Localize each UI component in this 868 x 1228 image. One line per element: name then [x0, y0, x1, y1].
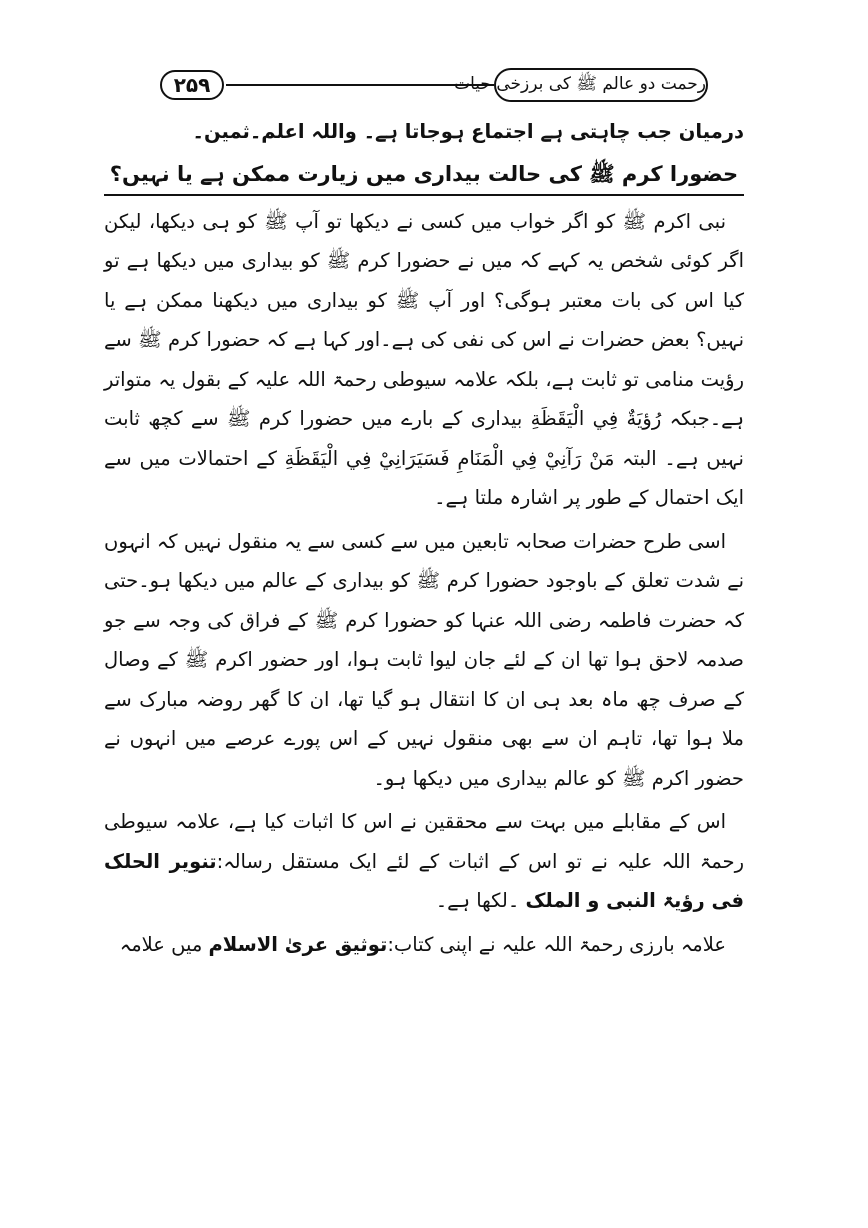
- page-number: ۲۵۹: [160, 70, 224, 100]
- paragraph-1: نبی اکرم ﷺ کو اگر خواب میں کسی نے دیکھا تو آپ ﷺ کو ہی دیکھا، لیکن اگر کوئی شخص یہ کہے کہ میں نے حضورا کرم ﷺ کو بیداری میں دیکھا ہے تو کیا اس کی بات معتبر ہوگی؟ اور آپ ﷺ کو بیداری میں دیکھنا ممکن ہے یا نہیں؟ بعض حضرات نے اس کی نفی کی ہے۔اور کہا ہے کہ حضورا کرم ﷺ سے رؤیت منامی تو ثابت ہے، بلکہ علامہ سیوطی رحمۃ اللہ علیہ کے بقول یہ متواتر ہے۔جبکہ رُؤيَةٌ فِي الْيَقَظَةِ بیداری کے بارے میں حضورا کرم ﷺ سے کچھ ثابت نہیں ہے۔ البتہ مَنْ رَآنِيْ فِي الْمَنَامِ فَسَيَرَانِيْ فِي الْيَقَظَةِ کے احتمالات میں سے ایک احتمال کے طور پر اشارہ ملتا ہے۔: [104, 209, 744, 509]
- page-body: [104, 112, 744, 964]
- opening-line: درمیان جب چاہتی ہے اجتماع ہوجاتا ہے۔ واللہ اعلم۔ثمین۔: [192, 120, 744, 143]
- paragraph-3-end: ۔لکھا ہے۔: [435, 889, 520, 912]
- running-title: رحمت دو عالم ﷺ کی برزخی حیات: [494, 68, 708, 102]
- paragraph-4-text: علامہ بارزی رحمۃ اللہ علیہ نے اپنی کتاب:: [387, 932, 726, 956]
- paragraph-3: [104, 802, 744, 921]
- book-title-tanwir: تنویر الحلک فی رؤیۃ النبی و الملک: [104, 849, 744, 912]
- paragraph-2: اسی طرح حضرات صحابہ تابعین میں سے کسی سے یہ منقول نہیں کہ انہوں نے شدت تعلق کے باوجود حضورا کرم ﷺ کو بیداری کے عالم میں دیکھا ہو۔حتی کہ حضرت فاطمہ رضی اللہ عنہا کو حضورا کرم ﷺ کے فراق کی وجہ سے جو صدمہ لاحق ہوا تھا ان کے لئے جان لیوا ثابت ہوا، اور حضور اکرم ﷺ کے وصال کے صرف چھ ماہ بعد ہی ان کا انتقال ہو گیا تھا، ان کا گھر روضہ مبارک سے ملا ہوا تھا، تاہم ان سے بھی منقول نہیں کے اس پورے عرصے میں انہوں نے حضور اکرم ﷺ کو عالم بیداری میں دیکھا ہو۔: [104, 529, 744, 790]
- paragraph-3-text: اس کے مقابلے میں بہت سے محققین نے اس کا اثبات کیا ہے، علامہ سیوطی رحمۃ اللہ علیہ نے تو اس کے اثبات کے لئے ایک مستقل رسالہ:: [104, 810, 744, 873]
- page-header: [160, 68, 708, 108]
- section-heading: حضورا کرم ﷺ کی حالت بیداری میں زیارت ممکن ہے یا نہیں؟: [104, 154, 744, 196]
- book-title-tawthiq: توثیق عریٰ الاسلام: [208, 932, 388, 956]
- paragraph-4: [104, 925, 744, 965]
- paragraph-4-end: میں علامہ: [119, 932, 203, 956]
